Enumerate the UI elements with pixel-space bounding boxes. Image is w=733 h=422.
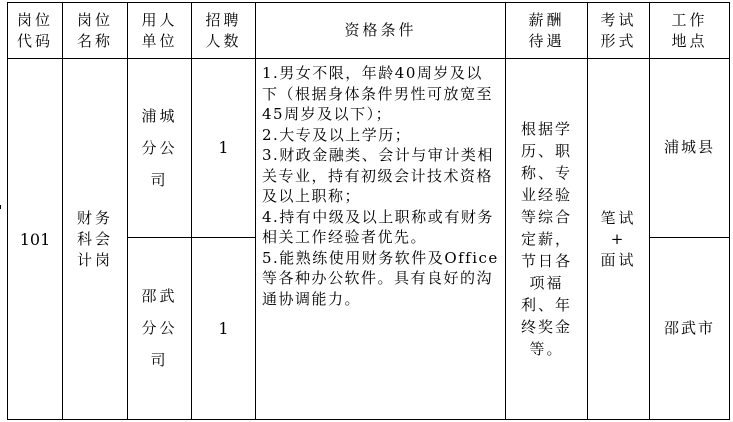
job-table <box>7 2 730 420</box>
header-name: 岗位 名称 <box>63 3 128 59</box>
table-row <box>8 59 730 237</box>
header-pay: 薪酬 待遇 <box>506 3 588 59</box>
header-qualification: 资格条件 <box>256 3 506 59</box>
qualification-item: 4.持有中级及以上职称或有财务相关工作经验者优先。 <box>262 207 494 247</box>
location-shaowu: 邵武市 <box>650 237 730 419</box>
qualification-item: 3.财政金融类、会计与审计类相关专业，持有初级会计技术资格及以上职称； <box>262 146 494 206</box>
qualification-item: 2.大专及以上学历； <box>262 125 412 144</box>
job-code: 101 <box>8 59 63 420</box>
header-row <box>8 3 730 59</box>
location-pucheng: 浦城县 <box>650 59 730 237</box>
unit-pucheng: 浦城 分公 司 <box>128 59 192 237</box>
qualification-item: 5.能熟练使用财务软件及Office等各种办公软件。具有良好的沟通协调能力。 <box>262 248 499 308</box>
count-pucheng: 1 <box>192 59 256 237</box>
header-unit: 用人 单位 <box>128 3 192 59</box>
qualification-list <box>256 59 506 420</box>
unit-shaowu: 邵武 分公 司 <box>128 237 192 419</box>
qualification-item: 1.男女不限，年龄40周岁及以下（根据身体条件男性可放宽至45周岁及以下）； <box>262 64 494 124</box>
job-name: 财务 科会 计岗 <box>63 59 128 420</box>
exam-format: 笔试 + 面试 <box>588 59 650 420</box>
header-count: 招聘 人数 <box>192 3 256 59</box>
header-code: 岗位 代码 <box>8 3 63 59</box>
header-exam: 考试 形式 <box>588 3 650 59</box>
pay-description: 根据学历、职称、专业经验等综合定薪，节日各项福利、年终奖金等。 <box>506 59 588 420</box>
margin-mark <box>0 205 5 209</box>
header-location: 工作 地点 <box>650 3 730 59</box>
count-shaowu: 1 <box>192 237 256 419</box>
